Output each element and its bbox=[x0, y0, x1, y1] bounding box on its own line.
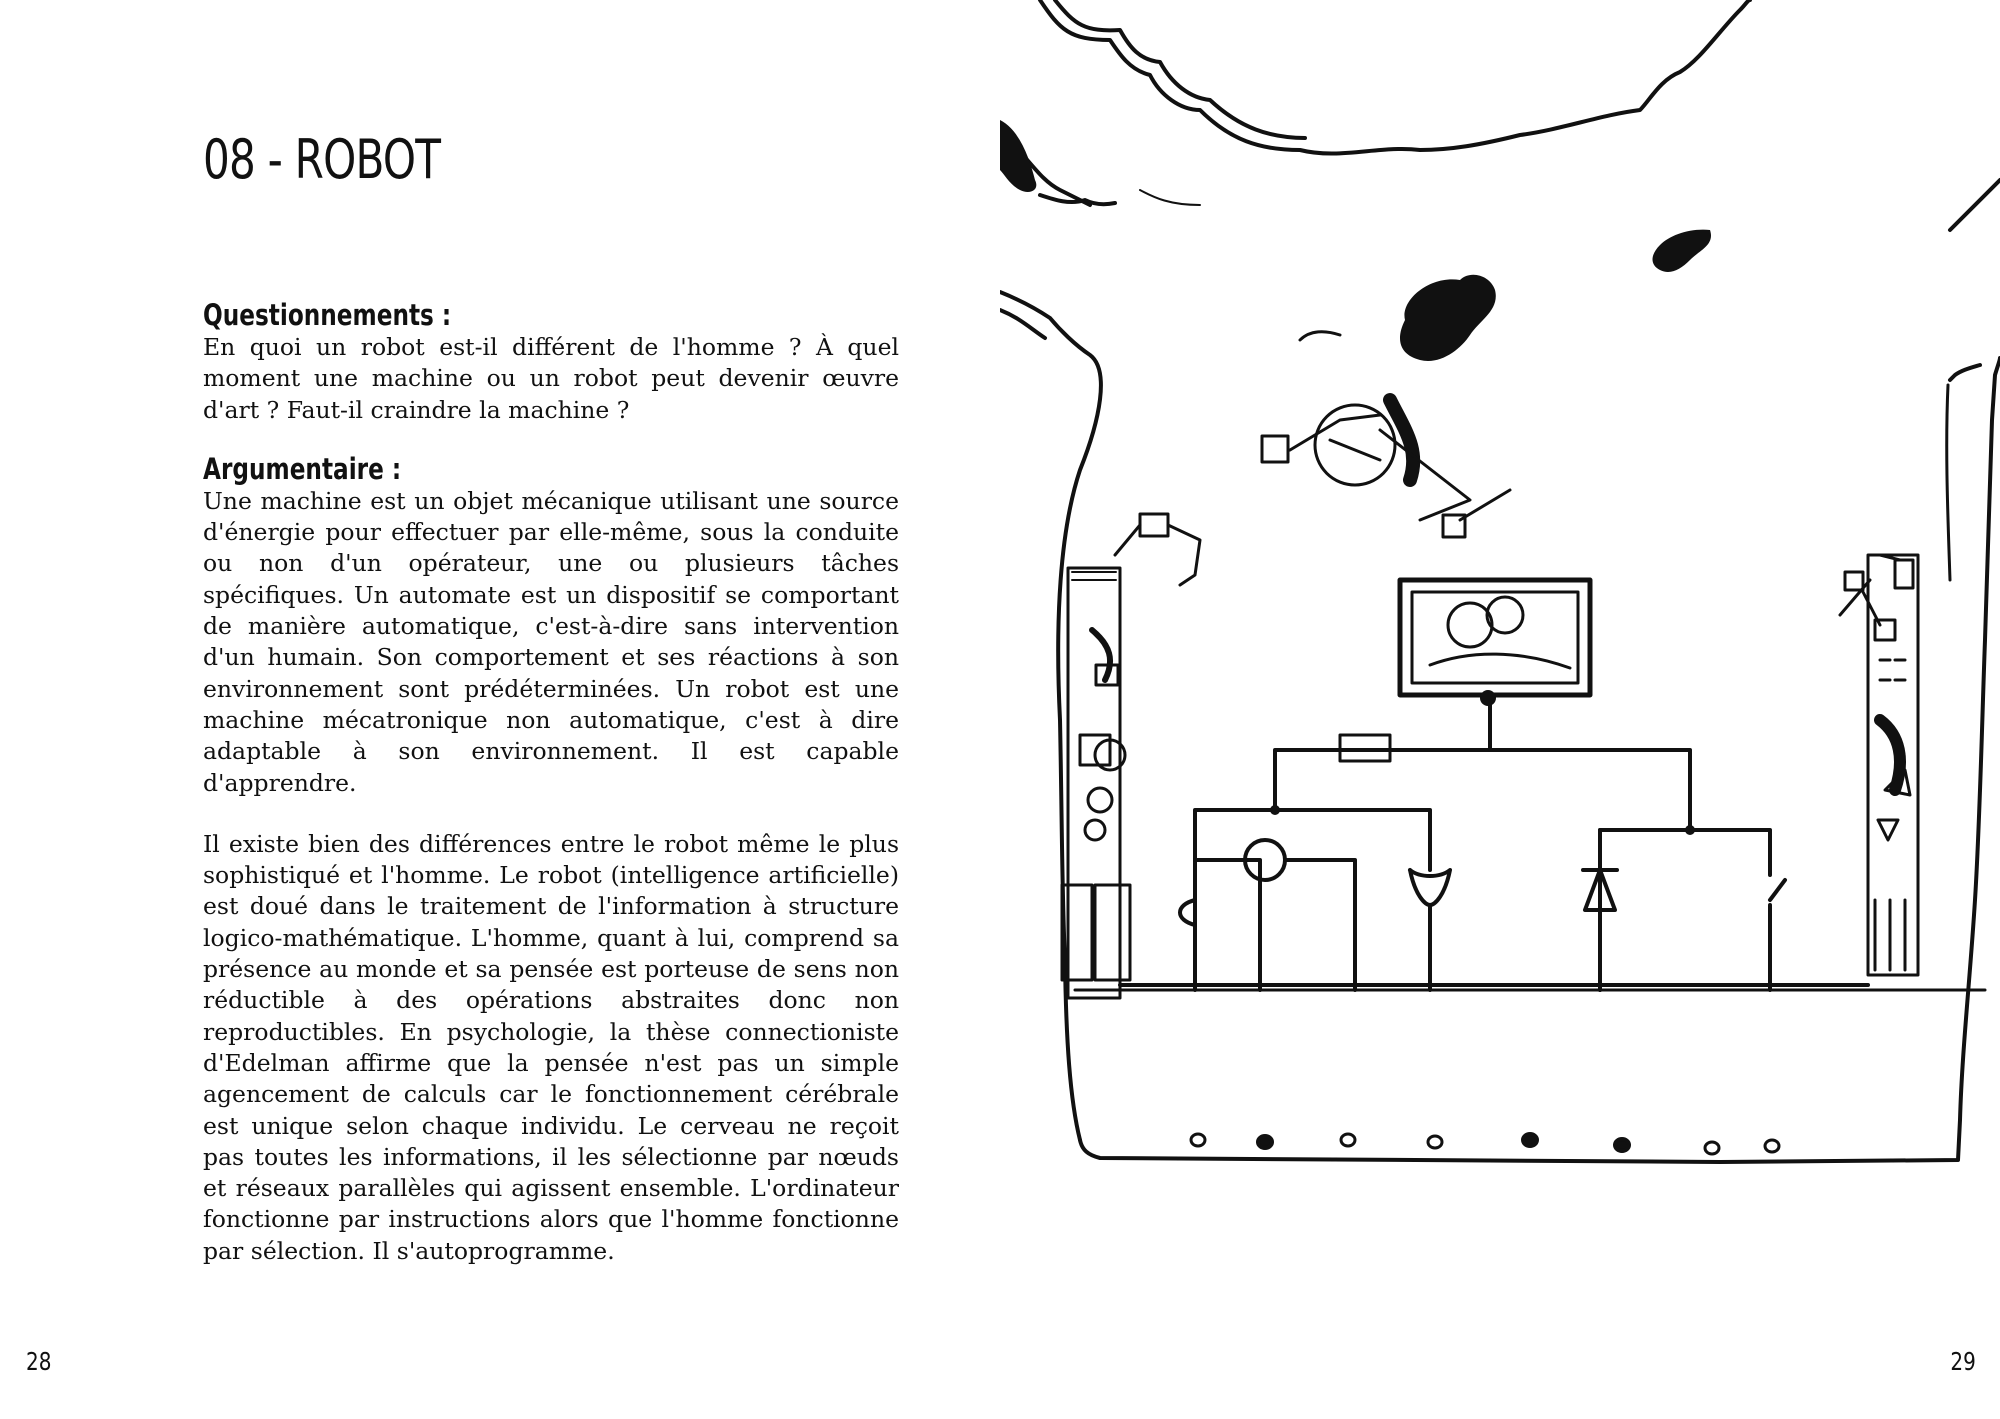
page-number-right: 29 bbox=[1950, 1347, 1976, 1376]
argument-paragraph-2: Il existe bien des différences entre le robot même le plus sophistiqué et l'homme. Le robot (intelligence artificielle) est doué dans le traitement de l'information à structure logico-mathématique. L'homme, quant à lui, comprend sa présence au monde et sa pensée est porteuse de sens non réductible à des opérations abstraites donc non reproductibles. En psychologie, la thèse connectioniste d'Edelman affirme que la pensée n'est pas un simple agencement de calculs car le fonctionnement cérébrale est unique selon chaque individu. Le cerveau ne reçoit pas toutes les informations, il les sélectionne par nœuds et réseaux parallèles qui agissent ensemble. L'ordinateur fonctionne par instructions alors que l'homme fonctionne par sélection. Il s'autoprogramme. bbox=[203, 829, 899, 1265]
right-page bbox=[1000, 0, 2000, 1419]
page-number-left: 28 bbox=[26, 1347, 52, 1376]
argument-heading: Argumentaire : bbox=[203, 451, 402, 486]
robot-head-circuit-drawing-icon bbox=[1000, 0, 2000, 1419]
questions-heading: Questionnements : bbox=[203, 298, 452, 332]
page-title: 08 - ROBOT bbox=[203, 128, 441, 191]
questions-text: En quoi un robot est-il différent de l'homme ? À quel moment une machine ou un robot peut devenir œuvre d'art ? Faut-il craindre la machine ? bbox=[203, 333, 899, 424]
argument-paragraph-1: Une machine est un objet mécanique utilisant une source d'énergie pour effectuer par elle-même, sous la conduite ou non d'un opérateur, une ou plusieurs tâches spécifiques. Un automate est un dispositif se comportant de manière automatique, c'est-à-dire sans intervention d'un humain. Son comportement et ses réactions à son environnement sont prédéterminées. Un robot est une machine mécatronique non automatique, c'est à dire adaptable à son environnement. Il est capable d'apprendre. bbox=[203, 486, 899, 797]
text-column bbox=[203, 298, 899, 1267]
